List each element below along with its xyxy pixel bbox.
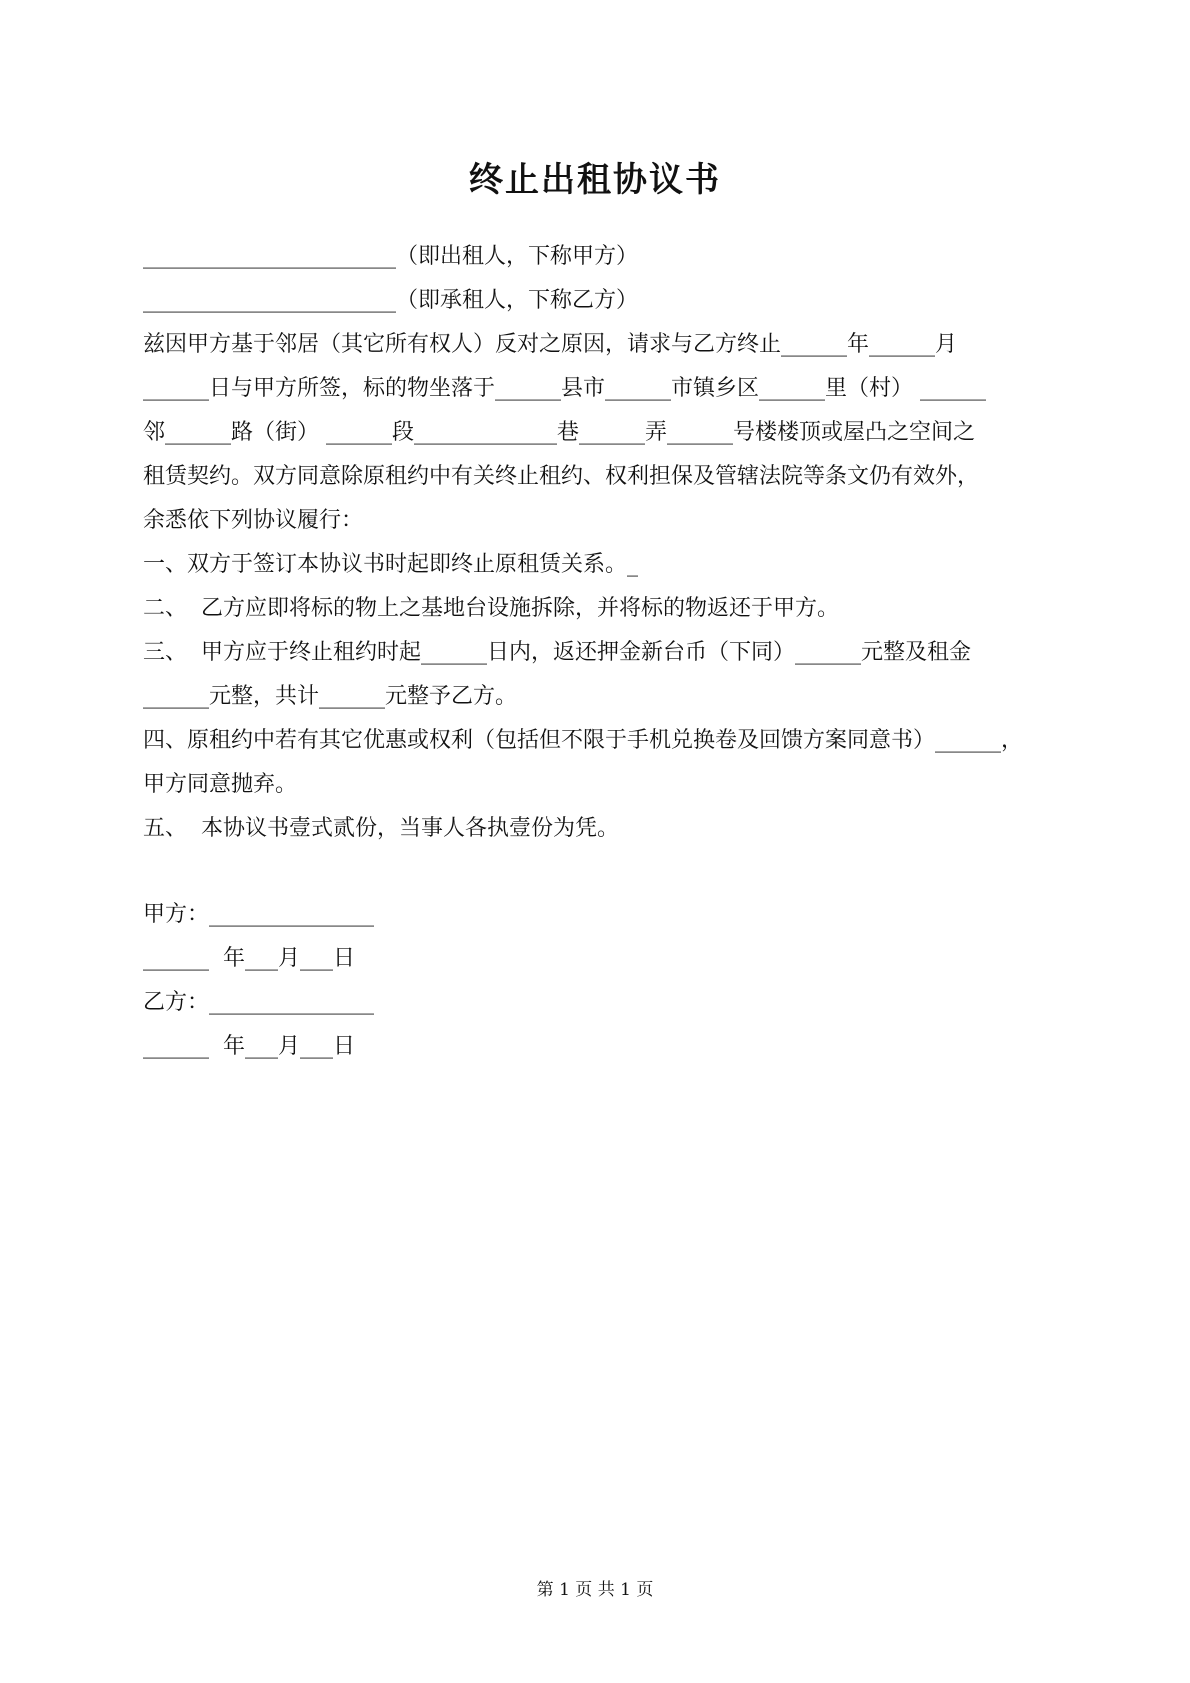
preamble-line-2: ______日与甲方所签，标的物坐落于______县市______市镇乡区______里（村） ______ [143, 376, 986, 401]
clause-2: 二、 乙方应即将标的物上之基地台设施拆除，并将标的物返还于甲方。 [143, 596, 839, 621]
clause-1: 一、双方于签订本协议书时起即终止原租赁关系。_ [143, 552, 639, 577]
clause-4-line-2: 甲方同意抛弃。 [143, 772, 298, 797]
party-b-date: ______ 年___月___日 [143, 1034, 355, 1059]
preamble-line-5: 余悉依下列协议履行： [143, 508, 364, 533]
document-title: 终止出租协议书 [469, 160, 721, 200]
preamble-line-3: 邻______路（街） ______段_____________巷______弄______号楼楼顶或屋凸之空间之 [143, 420, 975, 445]
party-a-line: _______________________（即出租人，下称甲方） [143, 244, 639, 269]
party-b-line: _______________________（即承租人，下称乙方） [143, 288, 639, 313]
party-b-signature: 乙方：_______________ [143, 990, 375, 1015]
party-a-signature: 甲方：_______________ [143, 902, 375, 927]
clause-3-line-2: ______元整，共计______元整予乙方。 [143, 684, 518, 709]
clause-4-line-1: 四、原租约中若有其它优惠或权利（包括但不限于手机兑换卷及回馈方案同意书）______， [143, 728, 1024, 753]
preamble-line-1: 兹因甲方基于邻居（其它所有权人）反对之原因，请求与乙方终止______年______月 [143, 332, 958, 357]
clause-3-line-1: 三、 甲方应于终止租约时起______日内，返还押金新台币（下同）______元整及租金 [143, 640, 971, 665]
page-footer: 第 1 页 共 1 页 [536, 1580, 654, 1600]
party-a-date: ______ 年___月___日 [143, 946, 355, 971]
preamble-line-4: 租赁契约。双方同意除原租约中有关终止租约、权利担保及管辖法院等条文仍有效外， [143, 464, 980, 489]
clause-5: 五、 本协议书壹式贰份，当事人各执壹份为凭。 [143, 816, 619, 841]
